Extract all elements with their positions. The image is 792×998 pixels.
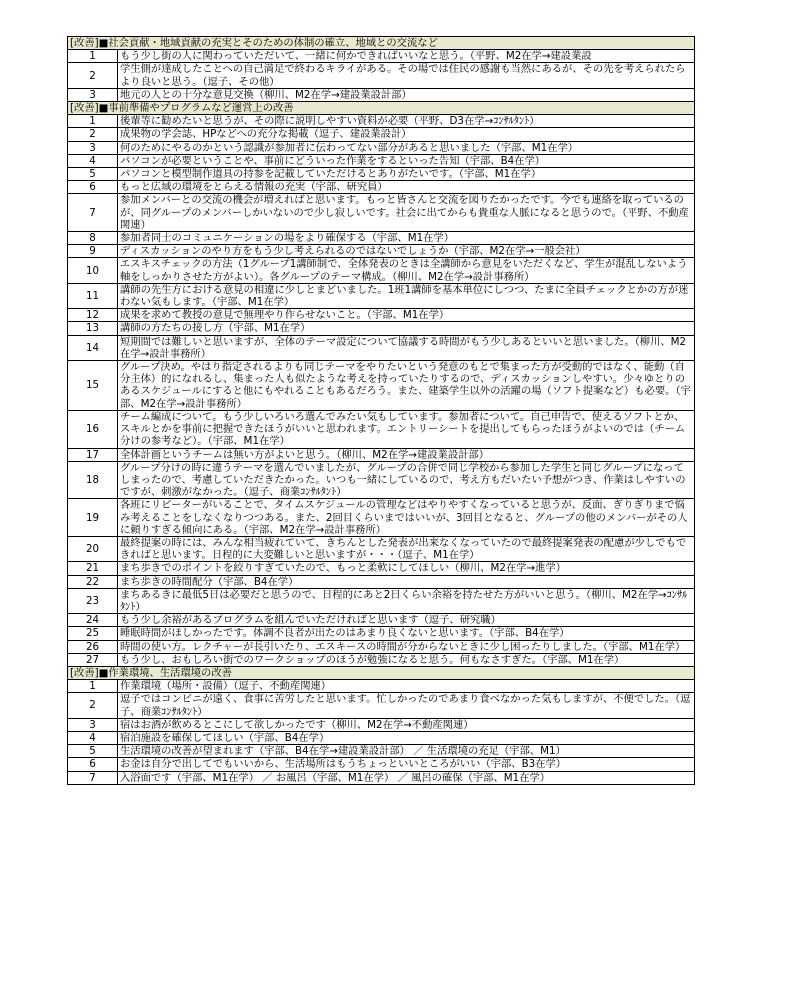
row-comment: 睡眠時間がほしかったです。体調不良者が出たのはあまり良くないと思います。（宇部、B4在学） [118, 627, 695, 640]
table-row [68, 771, 695, 784]
table-row [68, 562, 695, 575]
row-comment: 参加者同士のコミュニケーションの場をより確保する（宇部、M1在学） [118, 232, 695, 245]
row-number: 20 [68, 536, 118, 561]
survey-table-body [68, 37, 695, 785]
section-title: ■社会貢献・地域貢献の充実とそのための体制の確立、地域との交流など [98, 37, 438, 49]
row-comment: 宿はお酒が飲めるとこにして欲しかったです（柳川、M2在学→不動産関連） [118, 718, 695, 731]
row-number: 6 [68, 758, 118, 771]
row-comment: 最終提案の時には、みんな相当疲れていて、きちんとした発表が出来なくなっていたので最終提案発表の配慮が少しでもできればと思います。日程的に大変難しいと思いますが・・・（逗子、M1在学） [118, 536, 695, 561]
row-number: 14 [68, 335, 118, 360]
table-row [68, 461, 695, 499]
row-number: 10 [68, 258, 118, 283]
row-comment: 時間の使い方。レクチャーが長引いたり、エスキースの時間が分からないときに少し困ったりしました。（宇部、M1在学） [118, 640, 695, 653]
table-row [68, 309, 695, 322]
row-number: 7 [68, 194, 118, 232]
table-row [68, 194, 695, 232]
table-row [68, 614, 695, 627]
row-comment: もう少し余裕があるプログラムを組んでいただければと思います（逗子、研究職） [118, 614, 695, 627]
row-comment: 後輩等に勧めたいと思うが、その際に説明しやすい資料が必要（平野、D3在学→ｺﾝｻﾙﾀﾝﾄ） [118, 115, 695, 128]
table-row [68, 115, 695, 128]
row-comment: 全体計画というチームは無い方がよいと思う。（柳川、M2在学→建設業設計部） [118, 448, 695, 461]
row-number: 1 [68, 115, 118, 128]
section-tag: [改善] [70, 102, 99, 115]
table-row [68, 653, 695, 666]
row-comment: 地元の人との十分な意見交換（柳川、M2在学→建設業設計部） [118, 88, 695, 101]
row-comment: 各班にリピーターがいることで、タイムスケジュールの管理などはやりやすくなっていると思うが、反面、ぎりぎりまで悩み考えることをしなくなりつつある。また、2回目くらいまではいいが、3回目となると、グループの他のメンバーがその人に頼りすぎる傾向にある。（宇部、M2在学→設計事務所） [118, 499, 695, 537]
row-comment: もう少し、おもしろい街でのワークショップのほうが勉強になると思う。何もなさすぎた。（宇部、M1在学） [118, 653, 695, 666]
table-row [68, 758, 695, 771]
table-row [68, 128, 695, 141]
row-number: 25 [68, 627, 118, 640]
row-number: 26 [68, 640, 118, 653]
row-comment: もう少し街の人に関わっていただいて、一緒に何かできればいいなと思う。（平野、M2在学→建設業設 [118, 50, 695, 63]
row-comment: パソコンが必要ということや、事前にどういった作業をするといった告知（宇部、B4在学） [118, 154, 695, 167]
table-row [68, 575, 695, 588]
row-number: 7 [68, 771, 118, 784]
row-number: 17 [68, 448, 118, 461]
row-number: 2 [68, 693, 118, 718]
row-comment: 講師の方たちの接し方（宇部、M1在学） [118, 322, 695, 335]
table-row [68, 181, 695, 194]
section-title: ■事前準備やプログラムなど運営上の改善 [98, 102, 294, 115]
row-number: 5 [68, 745, 118, 758]
row-number: 18 [68, 461, 118, 499]
row-number: 2 [68, 128, 118, 141]
table-row [68, 536, 695, 561]
row-comment: グループ決め。やはり指定されるよりも同じテーマをやりたいという発意のもとで集まった方が受動的ではなく、能動（自分主体）的になれるし、集まった人も似たような考えを持っていたりするので、ディスカッションしやすい。少々ゆとりのあるスケジュールにすると他にもやれることもあるだろう。また、建築学生以外の活躍の場（ソフト提案など）も必要。（宇部、M2在学→設計事務所） [118, 361, 695, 411]
table-row [68, 245, 695, 258]
row-comment: 成果を求めて教授の意見で無理やり作らせないこと。（宇部、M1在学） [118, 309, 695, 322]
table-row [68, 63, 695, 88]
row-comment: ディスカッションのやり方をもう少し考えられるのではないでしょうか（宇部、M2在学→一般会社） [118, 245, 695, 258]
row-number: 1 [68, 50, 118, 63]
row-comment: まち歩きの時間配分（宇部、B4在学） [118, 575, 695, 588]
table-row [68, 258, 695, 283]
survey-table [67, 36, 695, 785]
row-comment: グループ分けの時に違うテーマを選んでいましたが、グループの合併で同じ学校から参加した学生と同じグループになってしまったので、考慮していただきたかった。いつも一緒にしているので、考え方もだいたい予想がつき、作業はしやすいのですが、刺激がなかった。（逗子、商業ｺﾝｻﾙﾀﾝﾄ） [118, 461, 695, 499]
table-row [68, 410, 695, 448]
row-comment: 宿泊施設を確保してほしい（宇部、B4在学） [118, 731, 695, 744]
row-number: 27 [68, 653, 118, 666]
table-row [68, 88, 695, 101]
row-comment: 何のためにやるのかという認識が参加者に伝わってない部分があると思いました（宇部、M1在学） [118, 141, 695, 154]
row-number: 3 [68, 88, 118, 101]
row-comment: 講師の先生方における意見の相違に少しとまどいました。1班1講師を基本単位にしつつ、たまに全員チェックとかの方が迷わない気もします。（宇部、M1在学） [118, 283, 695, 308]
section-header-cell [68, 666, 695, 679]
row-number: 1 [68, 680, 118, 693]
row-number: 23 [68, 588, 118, 613]
row-comment: 短期間では難しいと思いますが、全体のテーマ設定について協議する時間がもう少しあるといいと思いました。（柳川、M2在学→設計事務所） [118, 335, 695, 360]
row-comment: チーム編成について。もう少しいろいろ選んでみたい気もしています。参加者について。自己申告で、使えるソフトとか、スキルとかを事前に把握できたほうがいいと思われます。エントリーシートを提出してもらったほうがよいのでは（チーム分けの参考など）。（宇部、M1在学） [118, 410, 695, 448]
row-number: 19 [68, 499, 118, 537]
row-comment: 逗子ではコンビニが遠く、食事に苦労したと思います。忙しかったのであまり食べなかった気もしますが、不便でした。（逗子、商業ｺﾝｻﾙﾀﾝﾄ） [118, 693, 695, 718]
row-comment: パソコンと模型制作道具の持参を記載していただけるとありがたいです。（宇部、M1在学） [118, 168, 695, 181]
row-comment: エスキスチェックの方法（1グループ1講師制で、全体発表のときは全講師から意見をいただくなど、学生が混乱しないよう軸をしっかりさせた方がよい）。各グループのテーマ構成。（柳川、M2在学→設計事務所） [118, 258, 695, 283]
section-tag: [改善] [70, 666, 99, 679]
row-comment: お金は自分で出してでもいいから、生活場所はもうちょっといいところがいい（宇部、B3在学） [118, 758, 695, 771]
table-row [68, 718, 695, 731]
row-comment: 学生側が達成したことへの自己満足で終わるキライがある。その場では住民の感謝も当然にあるが、その先を考えられたらより良いと思う。（逗子、その他） [118, 63, 695, 88]
section-header [68, 102, 695, 115]
table-row [68, 731, 695, 744]
row-comment: 生活環境の改善が望まれます（宇部、B4在学→建設業設計部） ／ 生活環境の充足（宇部、M1） [118, 745, 695, 758]
table-row [68, 361, 695, 411]
row-number: 11 [68, 283, 118, 308]
table-row [68, 50, 695, 63]
row-number: 8 [68, 232, 118, 245]
table-row [68, 322, 695, 335]
table-row [68, 693, 695, 718]
table-row [68, 283, 695, 308]
section-tag: [改善] [70, 37, 99, 49]
table-row [68, 448, 695, 461]
row-comment: 作業環境（場所・設備）（逗子、不動産関連） [118, 680, 695, 693]
table-row [68, 640, 695, 653]
row-comment: 入浴面です（宇部、M1在学） ／ お風呂（宇部、M1在学） ／ 風呂の確保（宇部、M1在学） [118, 771, 695, 784]
row-number: 13 [68, 322, 118, 335]
row-comment: もっと広域の環境をとらえる情報の充実（宇部、研究員） [118, 181, 695, 194]
table-row [68, 680, 695, 693]
row-number: 2 [68, 63, 118, 88]
table-row [68, 168, 695, 181]
row-number: 15 [68, 361, 118, 411]
row-number: 5 [68, 168, 118, 181]
row-number: 12 [68, 309, 118, 322]
table-row [68, 588, 695, 613]
section-header-cell [68, 37, 695, 50]
row-number: 24 [68, 614, 118, 627]
table-row [68, 499, 695, 537]
row-number: 9 [68, 245, 118, 258]
row-number: 16 [68, 410, 118, 448]
row-number: 4 [68, 154, 118, 167]
table-row [68, 232, 695, 245]
table-row [68, 141, 695, 154]
row-number: 3 [68, 141, 118, 154]
row-comment: まちあるきに最低5日は必要だと思うので、日程的にあと2日くらい余裕を持たせた方がいいと思う。（柳川、M2在学→ｺﾝｻﾙﾀﾝﾄ） [118, 588, 695, 613]
table-row [68, 154, 695, 167]
table-row [68, 335, 695, 360]
row-number: 6 [68, 181, 118, 194]
section-title: ■作業環境、生活環境の改善 [98, 666, 232, 679]
table-row [68, 745, 695, 758]
section-header-cell [68, 102, 695, 115]
row-comment: まち歩きでのポイントを絞りすぎていたので、もっと柔軟にしてほしい（柳川、M2在学→進学） [118, 562, 695, 575]
table-row [68, 627, 695, 640]
section-header [68, 666, 695, 679]
section-header [68, 37, 695, 50]
row-comment: 参加メンバーとの交流の機会が増えればと思います。もっと皆さんと交流を図りたかったです。今でも連絡を取っているのが、同グループのメンバーしかいないので少し寂しいです。社会に出てからも貴重な人脈になると思うので。（平野、不動産関連） [118, 194, 695, 232]
row-number: 22 [68, 575, 118, 588]
row-number: 21 [68, 562, 118, 575]
row-comment: 成果物の学会誌、HPなどへの充分な掲載（逗子、建設業設計） [118, 128, 695, 141]
row-number: 4 [68, 731, 118, 744]
row-number: 3 [68, 718, 118, 731]
